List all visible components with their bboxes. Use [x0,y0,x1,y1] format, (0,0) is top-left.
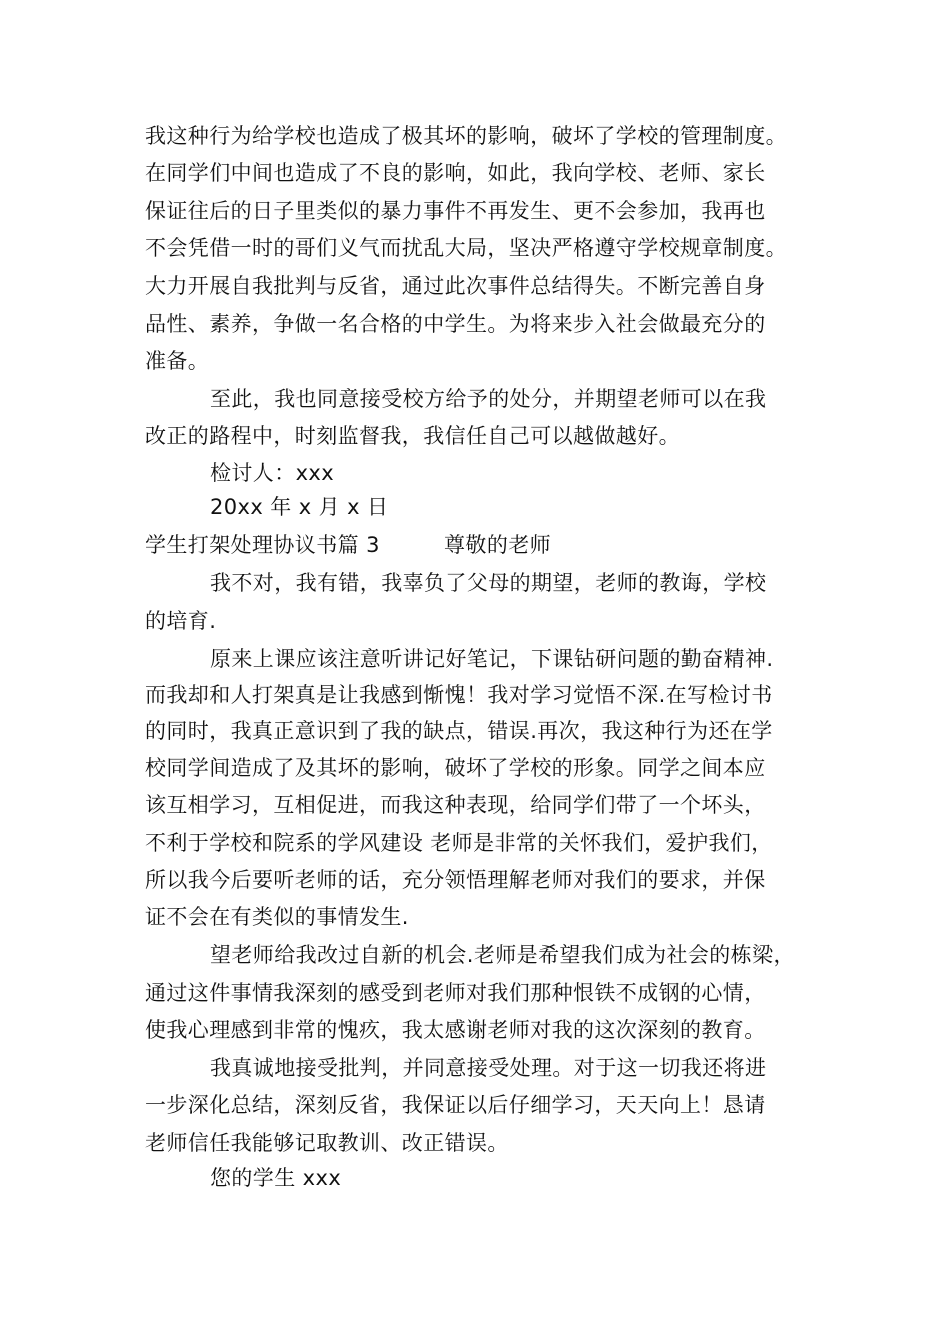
text-line: 准备。 [145,349,210,373]
text-line: 不利于学校和院系的学风建设 老师是非常的关怀我们，爱护我们， [145,831,773,855]
text-line: 该互相学习，互相促进，而我这种表现，给同学们带了一个坏头， [145,793,766,817]
text-line: 品性、素养，争做一名合格的中学生。为将来步入社会做最充分的 [145,312,766,336]
text-line: 老师信任我能够记取教训、改正错误。 [145,1131,509,1155]
paragraph-start-line: 望老师给我改过自新的机会.老师是希望我们成为社会的栋梁， [210,943,795,967]
text-line: 改正的路程中，时刻监督我，我信任自己可以越做越好。 [145,424,680,448]
text-line: 的培育. [145,609,217,633]
text-line: 所以我今后要听老师的话，充分领悟理解老师对我们的要求，并保 [145,868,766,892]
paragraph-start-line: 我不对，我有错，我辜负了父母的期望，老师的教诲，学校 [210,571,767,595]
text-line: 使我心理感到非常的愧疚，我太感谢老师对我的这次深刻的教育。 [145,1018,766,1042]
paragraph-start-line: 原来上课应该注意听讲记好笔记，下课钻研问题的勤奋精神. [210,647,774,671]
text-line: 校同学间造成了及其坏的影响，破坏了学校的形象。同学之间本应 [145,756,766,780]
signature-line: 您的学生 xxx [210,1166,342,1190]
text-line: 大力开展自我批判与反省，通过此次事件总结得失。不断完善自身 [145,274,766,298]
text-line: 证不会在有类似的事情发生. [145,905,409,929]
text-line: 在同学们中间也造成了不良的影响，如此，我向学校、老师、家长 [145,161,766,185]
text-line: 我这种行为给学校也造成了极其坏的影响，破坏了学校的管理制度。 [145,124,787,148]
text-line: 一步深化总结，深刻反省，我保证以后仔细学习，天天向上！恳请 [145,1093,766,1117]
paragraph-start-line: 我真诚地接受批判，并同意接受处理。对于这一切我还将进 [210,1056,767,1080]
paragraph-start-line: 至此，我也同意接受校方给予的处分，并期望老师可以在我 [210,387,767,411]
text-line: 不会凭借一时的哥们义气而扰乱大局，坚决严格遵守学校规章制度。 [145,236,787,260]
date-line: 20xx 年 x 月 x 日 [210,495,389,519]
signature-line: 检讨人：xxx [210,461,335,485]
text-line: 的同时，我真正意识到了我的缺点，错误.再次，我这种行为还在学 [145,719,773,743]
text-line: 通过这件事情我深刻的感受到老师对我们那种恨铁不成钢的心情， [145,981,766,1005]
section-heading: 学生打架处理协议书篇 3 尊敬的老师 [145,533,552,557]
text-line: 保证往后的日子里类似的暴力事件不再发生、更不会参加，我再也 [145,199,766,223]
text-line: 而我却和人打架真是让我感到惭愧！我对学习觉悟不深.在写检讨书 [145,683,773,707]
